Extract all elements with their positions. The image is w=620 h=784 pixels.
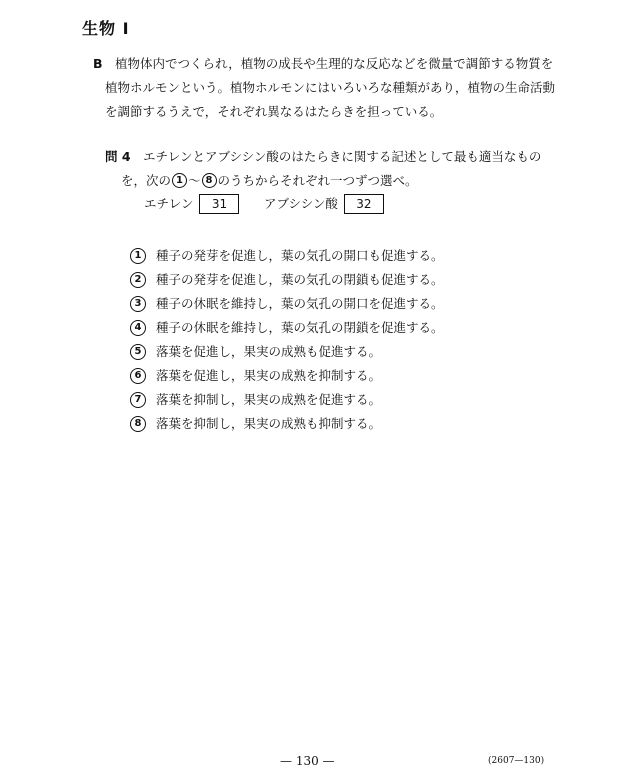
choice-item[interactable] (130, 340, 381, 364)
question-label: 問 4 (105, 149, 131, 164)
choice-text: 種子の休眠を維持し，葉の気孔の開口を促進する。 (156, 296, 444, 311)
subject-heading: 生物 I (82, 19, 130, 38)
section-text-line: 植物体内でつくられ，植物の成長や生理的な反応などを微量で調節する物質を (115, 56, 554, 71)
question-text-prefix: を，次の (121, 173, 172, 188)
answer-label: アブシシン酸 (264, 196, 338, 211)
choice-text: 落葉を抑制し，果実の成熟を促進する。 (156, 392, 382, 407)
choice-text: 種子の休眠を維持し，葉の気孔の閉鎖を促進する。 (156, 320, 444, 335)
choice-item[interactable] (130, 268, 444, 292)
choice-item[interactable] (130, 388, 381, 412)
question-text-line (121, 169, 418, 193)
question-text-suffix: のうちからそれぞれ一つずつ選べ。 (217, 173, 418, 188)
choice-number: 1 (130, 248, 146, 264)
choice-range-end: 8 (202, 173, 217, 188)
choice-number: 8 (130, 416, 146, 432)
choice-number: 6 (130, 368, 146, 384)
section-label: B (93, 56, 103, 71)
choice-text: 落葉を促進し，果実の成熟も促進する。 (156, 344, 382, 359)
choice-text: 種子の発芽を促進し，葉の気孔の閉鎖も促進する。 (156, 272, 444, 287)
choice-item[interactable] (130, 244, 444, 268)
answer-slot-abscisic-acid (264, 194, 384, 215)
choice-range-start: 1 (172, 173, 187, 188)
choice-text: 落葉を抑制し，果実の成熟も抑制する。 (156, 416, 382, 431)
choice-number: 5 (130, 344, 146, 360)
section-text-line: を調節するうえで，それぞれ異なるはたらきを担っている。 (105, 104, 443, 119)
choice-text: 落葉を促進し，果実の成熟を抑制する。 (156, 368, 382, 383)
choice-text: 種子の発芽を促進し，葉の気孔の開口も促進する。 (156, 248, 444, 263)
choice-item[interactable] (130, 292, 444, 316)
question-text-line: エチレンとアブシシン酸のはたらきに関する記述として最も適当なもの (143, 149, 542, 164)
choice-item[interactable] (130, 412, 381, 436)
section-text-line: 植物ホルモンという。植物ホルモンにはいろいろな種類があり，植物の生命活動 (105, 80, 556, 95)
answer-slot-ethylene (144, 194, 239, 215)
document-code: (2607—130) (488, 756, 545, 766)
answer-label: エチレン (144, 196, 194, 211)
choice-number: 7 (130, 392, 146, 408)
choice-number: 3 (130, 296, 146, 312)
page-number: — 130 — (280, 754, 335, 768)
choice-range-separator: ～ (188, 173, 201, 188)
choice-item[interactable] (130, 316, 444, 340)
answer-box[interactable]: 32 (344, 194, 384, 214)
choice-item[interactable] (130, 364, 381, 388)
choice-number: 2 (130, 272, 146, 288)
answer-box[interactable]: 31 (199, 194, 239, 214)
choice-number: 4 (130, 320, 146, 336)
